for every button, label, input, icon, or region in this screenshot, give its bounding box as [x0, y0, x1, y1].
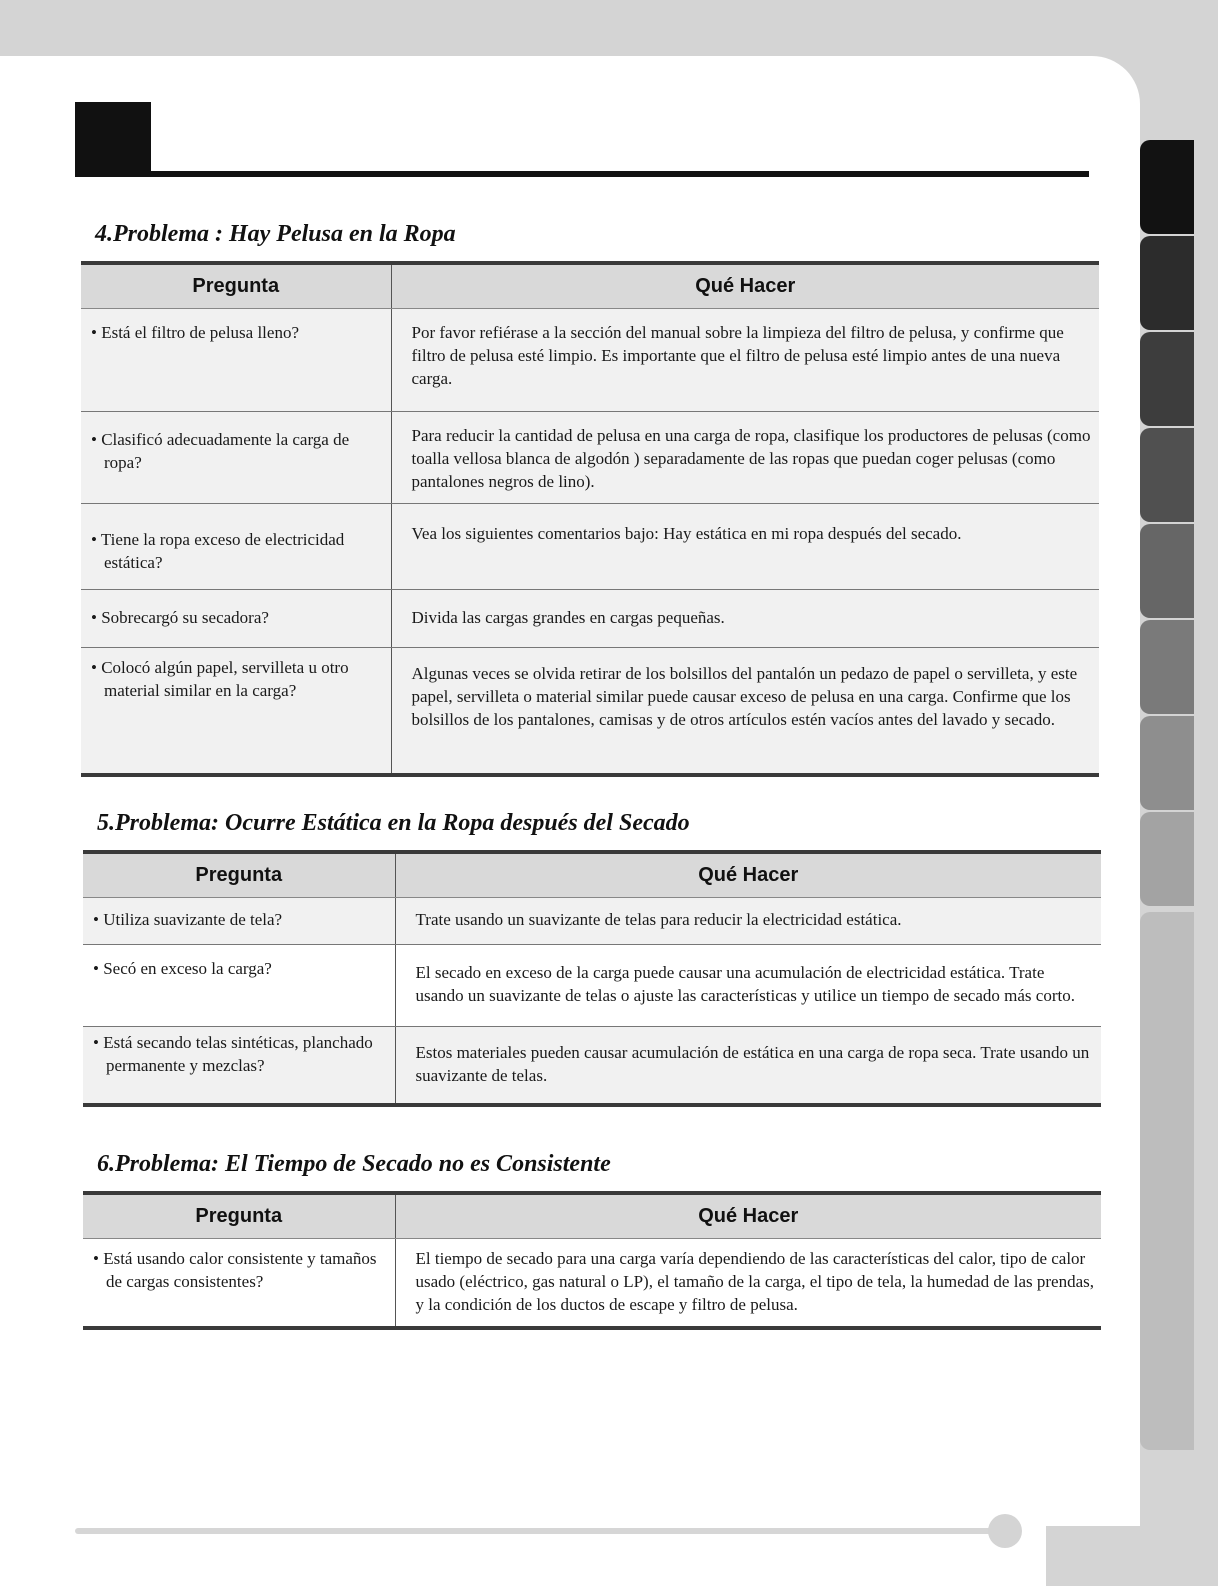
table-header-row [83, 852, 1101, 898]
troubleshooting-table [81, 261, 1099, 777]
chapter-tab[interactable] [1140, 812, 1194, 906]
table-row [81, 590, 1099, 648]
page-sheet-bottom [0, 1526, 1046, 1586]
table-row [81, 309, 1099, 412]
question-cell: • Secó en exceso la carga? [83, 945, 395, 1027]
chapter-marker-block [75, 102, 151, 174]
footer-dot [988, 1514, 1022, 1548]
table-header-row [83, 1193, 1101, 1239]
question-cell: • Tiene la ropa exceso de electricidad estática? [81, 504, 391, 590]
table-row [83, 898, 1101, 945]
answer-cell: Por favor refiérase a la sección del manual sobre la limpieza del filtro de pelusa, y confirme que filtro de pelusa esté limpio. Es importante que el filtro de pelusa esté limpio antes de una nueva carga. [391, 309, 1099, 412]
question-cell: • Utiliza suavizante de tela? [83, 898, 395, 945]
column-header-question: Pregunta [81, 263, 391, 309]
column-header-question: Pregunta [83, 1193, 395, 1239]
table-row [81, 504, 1099, 590]
chapter-tab[interactable] [1140, 140, 1194, 234]
column-header-action: Qué Hacer [395, 1193, 1101, 1239]
question-cell: • Está secando telas sintéticas, planchado permanente y mezclas? [83, 1027, 395, 1105]
chapter-tab[interactable] [1140, 332, 1194, 426]
answer-cell: Trate usando un suavizante de telas para reducir la electricidad estática. [395, 898, 1101, 945]
answer-cell: Divida las cargas grandes en cargas pequeñas. [391, 590, 1099, 648]
answer-cell: Vea los siguientes comentarios bajo: Hay estática en mi ropa después del secado. [391, 504, 1099, 590]
table-row [83, 1027, 1101, 1105]
footer-rule [75, 1528, 995, 1534]
question-cell: • Está usando calor consistente y tamaños de cargas consistentes? [83, 1239, 395, 1328]
answer-cell: El secado en exceso de la carga puede causar una acumulación de electricidad estática. Trate usando un suavizante de telas o ajuste las características y utilice un tiempo de secado más corto. [395, 945, 1101, 1027]
question-cell: • Sobrecargó su secadora? [81, 590, 391, 648]
header-rule [75, 171, 1089, 177]
troubleshooting-table [83, 1191, 1101, 1330]
table-row [81, 412, 1099, 504]
section-title: 5.Problema: Ocurre Estática en la Ropa después del Secado [97, 810, 690, 836]
answer-cell: El tiempo de secado para una carga varía dependiendo de las características del calor, tipo de calor usado (eléctrico, gas natural o LP), el tamaño de la carga, el tipo de tela, la humedad de las prendas, y la condición de los ductos de escape y filtro de pelusa. [395, 1239, 1101, 1328]
table-row [81, 648, 1099, 775]
answer-cell: Algunas veces se olvida retirar de los bolsillos del pantalón un pedazo de papel o servilleta, y este papel, servilleta o material similar puede causar exceso de pelusa en una carga. Confirme que los bolsillos de los pantalones, camisas y de otros artículos estén vacíos antes del lavado y secado. [391, 648, 1099, 775]
section-title: 6.Problema: El Tiempo de Secado no es Consistente [97, 1151, 611, 1177]
question-cell: • Colocó algún papel, servilleta u otro material similar en la carga? [81, 648, 391, 775]
problem-section-static [83, 808, 1101, 1107]
column-header-question: Pregunta [83, 852, 395, 898]
troubleshooting-table [83, 850, 1101, 1107]
answer-cell: Estos materiales pueden causar acumulación de estática en una carga de ropa seca. Trate usando un suavizante de telas. [395, 1027, 1101, 1105]
section-title: 4.Problema : Hay Pelusa en la Ropa [95, 221, 456, 247]
question-cell: • Está el filtro de pelusa lleno? [81, 309, 391, 412]
chapter-tabs [1140, 140, 1194, 908]
chapter-tab[interactable] [1140, 428, 1194, 522]
chapter-tab[interactable] [1140, 716, 1194, 810]
chapter-tab[interactable] [1140, 236, 1194, 330]
question-cell: • Clasificó adecuadamente la carga de ropa? [81, 412, 391, 504]
table-row [83, 945, 1101, 1027]
problem-section-lint [81, 219, 1099, 777]
chapter-tab[interactable] [1140, 524, 1194, 618]
chapter-tab-long[interactable] [1140, 912, 1194, 1450]
table-row [83, 1239, 1101, 1328]
chapter-tab[interactable] [1140, 620, 1194, 714]
table-header-row [81, 263, 1099, 309]
column-header-action: Qué Hacer [391, 263, 1099, 309]
column-header-action: Qué Hacer [395, 852, 1101, 898]
problem-section-drying-time [83, 1149, 1101, 1330]
answer-cell: Para reducir la cantidad de pelusa en una carga de ropa, clasifique los productores de pelusas (como toalla vellosa blanca de algodón ) separadamente de las ropas que puedan coger pelusas (como pantalones negros de lino). [391, 412, 1099, 504]
